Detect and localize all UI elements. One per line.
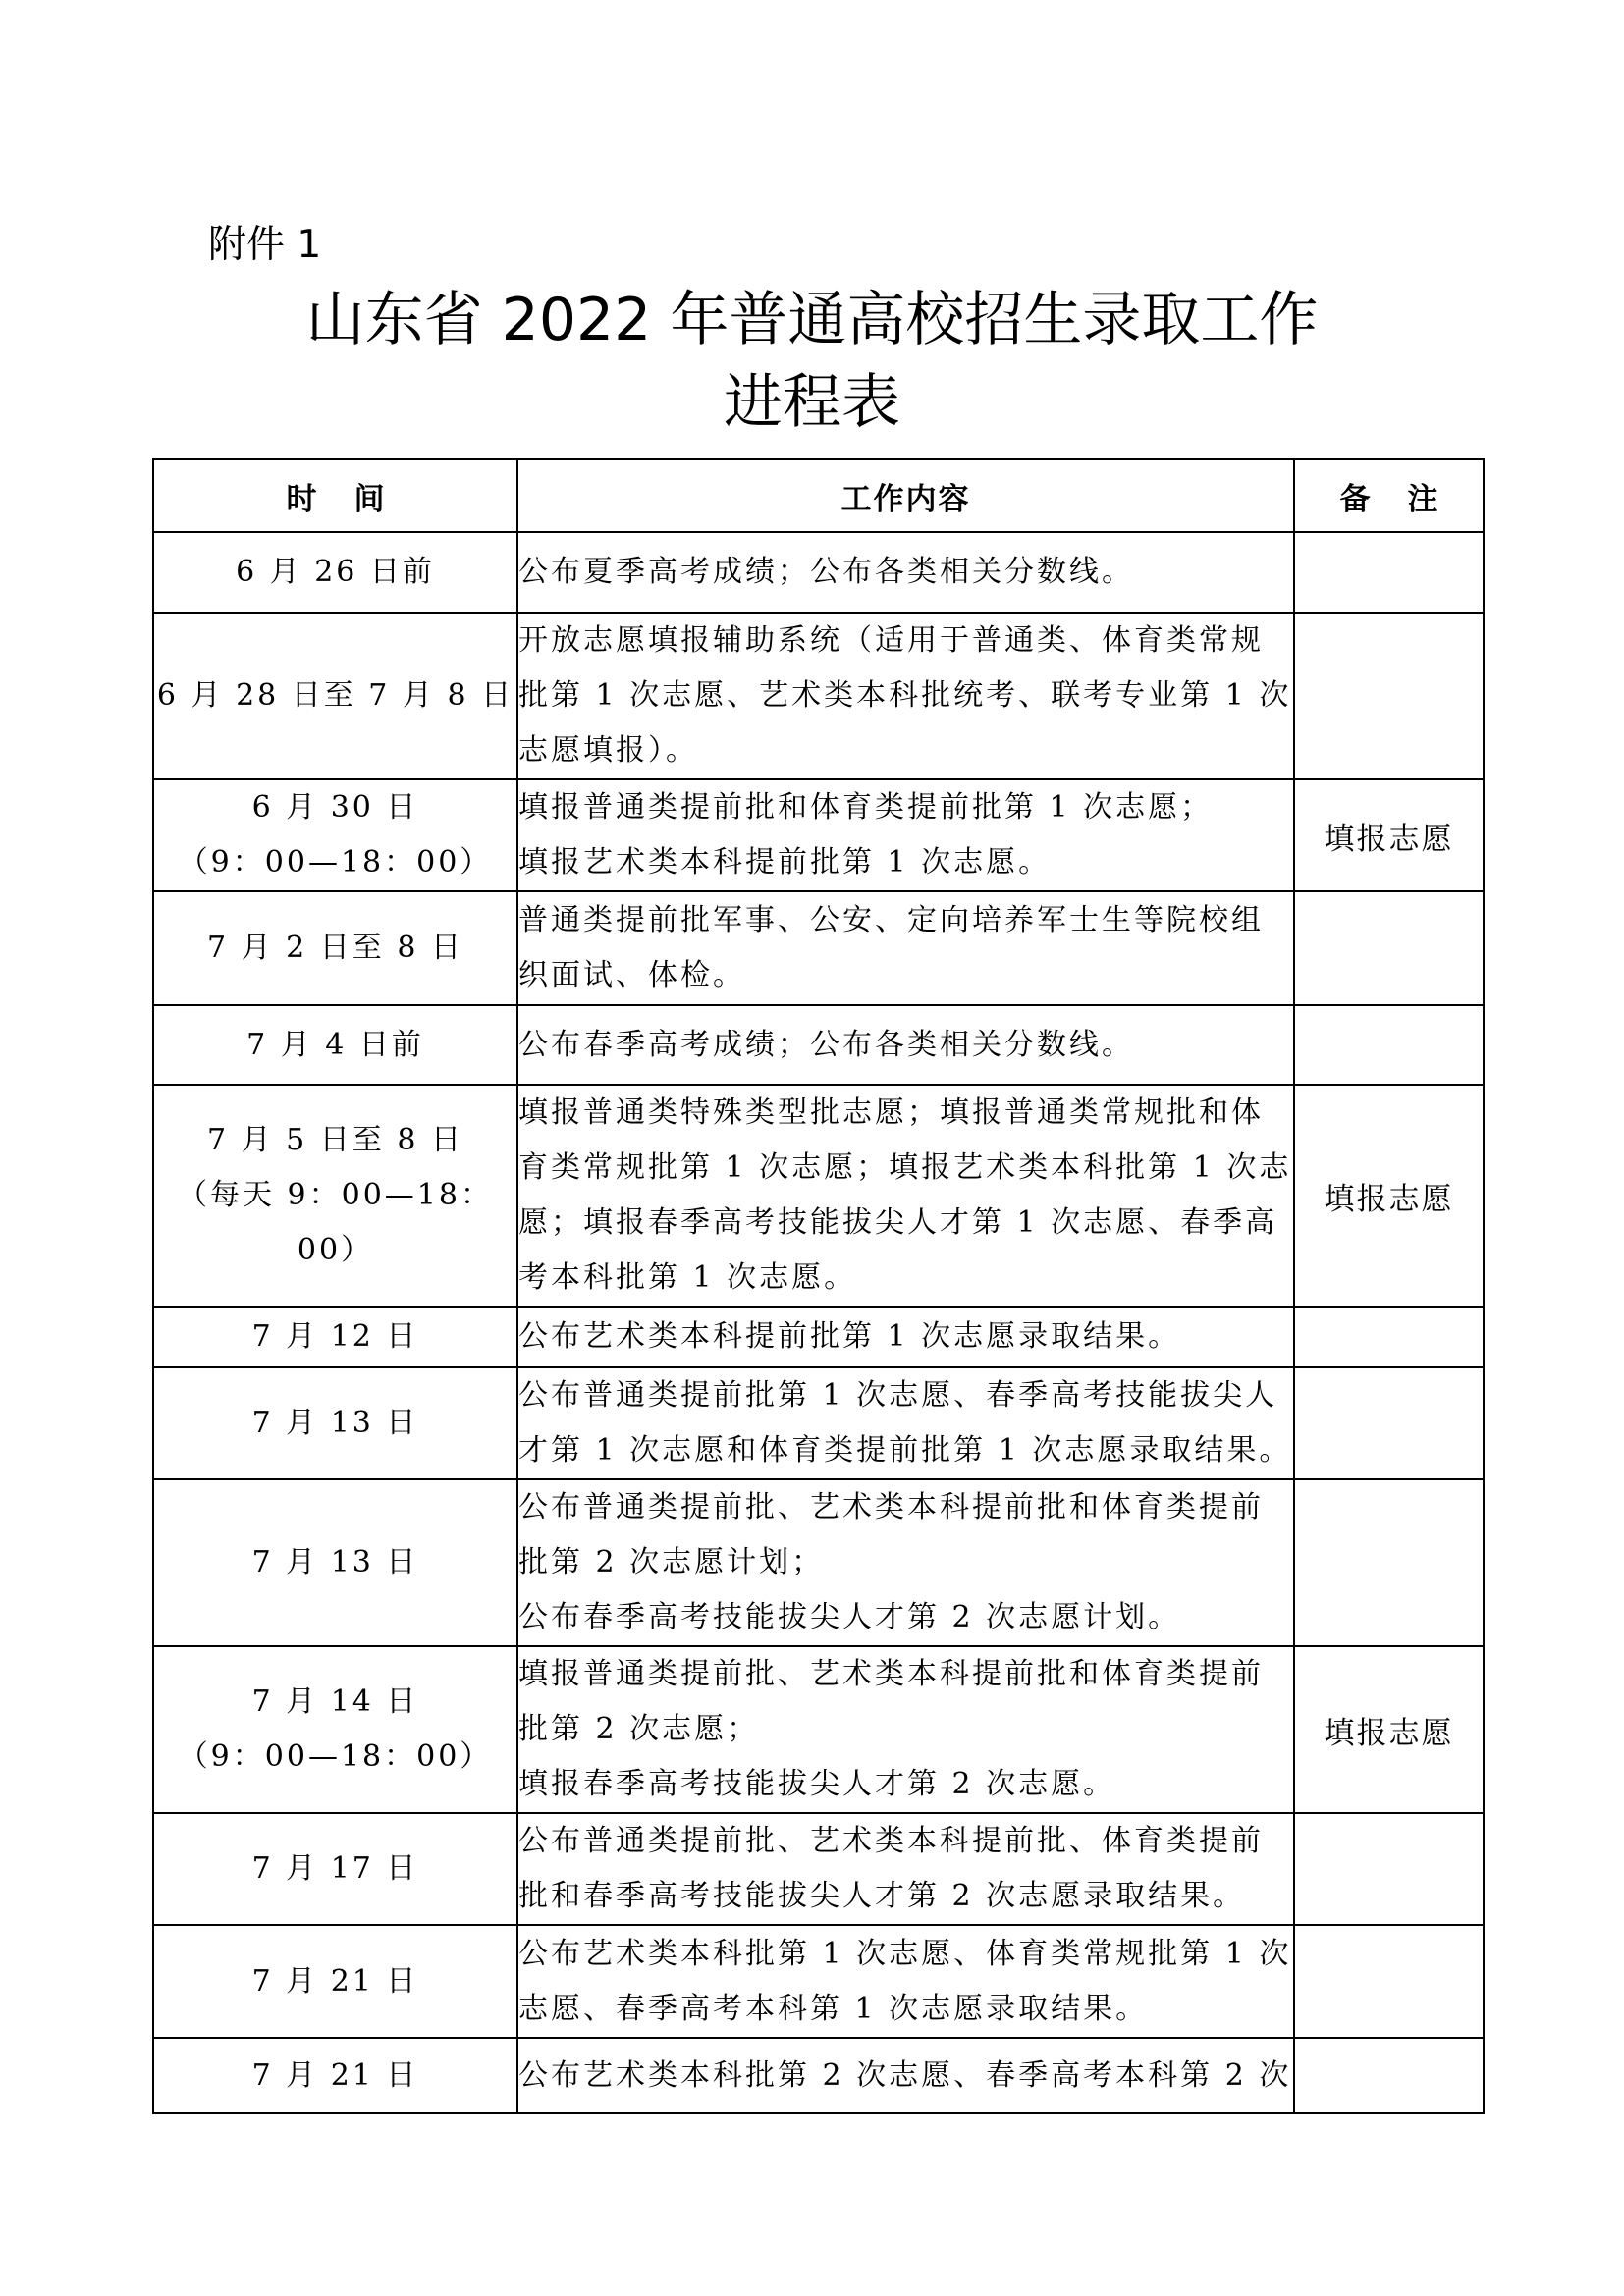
row-time xyxy=(153,1925,517,2038)
row-content xyxy=(517,1479,1294,1646)
row-content-line: 开放志愿填报辅助系统（适用于普通类、体育类常规 xyxy=(518,623,1264,658)
table-header-row xyxy=(153,459,1484,532)
table-row xyxy=(153,613,1484,779)
row-content-line: 批第 2 次志愿计划； xyxy=(518,1545,825,1579)
row-time-line: 6 月 30 日 xyxy=(251,790,419,825)
row-note xyxy=(1294,1367,1484,1479)
schedule-table xyxy=(152,458,1485,2114)
row-content-line: 填报春季高考技能拔尖人才第 2 次志愿。 xyxy=(518,1767,1116,1801)
table-row xyxy=(153,1367,1484,1479)
table-row xyxy=(153,2038,1484,2113)
schedule-body xyxy=(153,532,1484,2113)
row-content-line: 批和春季高考技能拔尖人才第 2 次志愿录取结果。 xyxy=(518,1879,1246,1913)
row-note xyxy=(1294,2038,1484,2113)
row-content xyxy=(517,1367,1294,1479)
document-title-line-1: 山东省 2022 年普通高校招生录取工作 xyxy=(305,286,1319,354)
row-time xyxy=(153,1005,517,1085)
row-content xyxy=(517,1307,1294,1367)
row-content xyxy=(517,779,1294,891)
row-content-line: 公布春季高考成绩；公布各类相关分数线。 xyxy=(518,1027,1134,1062)
row-time-line: （9：00—18：00） xyxy=(178,845,493,880)
row-note xyxy=(1294,532,1484,613)
row-note xyxy=(1294,1925,1484,2038)
table-row xyxy=(153,779,1484,891)
table-row xyxy=(153,1646,1484,1813)
table-row xyxy=(153,532,1484,613)
row-time xyxy=(153,891,517,1005)
row-content-line: 批第 2 次志愿； xyxy=(518,1712,760,1746)
row-content xyxy=(517,1005,1294,1085)
row-content xyxy=(517,1085,1294,1307)
table-row xyxy=(153,1005,1484,1085)
row-time xyxy=(153,613,517,779)
row-content-line: 填报普通类提前批、艺术类本科提前批和体育类提前 xyxy=(518,1657,1264,1691)
row-content-line: 公布艺术类本科批第 1 次志愿、体育类常规批第 1 次 xyxy=(518,1936,1292,1971)
table-row xyxy=(153,891,1484,1005)
row-time xyxy=(153,1479,517,1646)
row-time-line: （9：00—18：00） xyxy=(178,1739,493,1774)
row-content-line: 填报艺术类本科提前批第 1 次志愿。 xyxy=(518,845,1052,880)
row-content-line: 普通类提前批军事、公安、定向培养军士生等院校组 xyxy=(518,903,1264,937)
header-time: 时间 xyxy=(153,459,517,532)
row-note xyxy=(1294,1307,1484,1367)
row-content-line: 织面试、体检。 xyxy=(518,958,745,992)
row-content-line: 公布普通类提前批第 1 次志愿、春季高考技能拔尖人 xyxy=(518,1378,1278,1413)
row-time-line: 7 月 13 日 xyxy=(251,1545,419,1579)
row-content xyxy=(517,891,1294,1005)
row-time xyxy=(153,1646,517,1813)
attachment-label: 附件 1 xyxy=(208,223,322,267)
row-content-line: 才第 1 次志愿和体育类提前批第 1 次志愿录取结果。 xyxy=(518,1433,1292,1468)
row-time-line: 7 月 13 日 xyxy=(251,1406,419,1440)
table-row xyxy=(153,1925,1484,2038)
row-time-line: 7 月 2 日至 8 日 xyxy=(207,931,463,965)
row-note xyxy=(1294,613,1484,779)
header-content: 工作内容 xyxy=(517,459,1294,532)
row-content xyxy=(517,532,1294,613)
row-content-line: 公布普通类提前批、艺术类本科提前批、体育类提前 xyxy=(518,1824,1264,1858)
row-content-line: 育类常规批第 1 次志愿；填报艺术类本科批第 1 次志 xyxy=(518,1150,1292,1185)
row-content-line: 考本科批第 1 次志愿。 xyxy=(518,1260,857,1295)
row-content xyxy=(517,1813,1294,1925)
row-time-line: 6 月 28 日至 7 月 8 日 xyxy=(156,678,514,713)
row-time-line: 7 月 14 日 xyxy=(251,1684,419,1719)
row-content xyxy=(517,2038,1294,2113)
row-time-line: 7 月 21 日 xyxy=(251,2057,419,2093)
row-time-line: 7 月 5 日至 8 日 xyxy=(207,1123,463,1157)
row-note xyxy=(1294,1479,1484,1646)
row-content-line: 填报普通类提前批和体育类提前批第 1 次志愿； xyxy=(518,790,1214,825)
row-content-line: 愿；填报春季高考技能拔尖人才第 1 次志愿、春季高 xyxy=(518,1205,1278,1240)
row-time xyxy=(153,1307,517,1367)
row-content xyxy=(517,613,1294,779)
row-content-line: 填报普通类特殊类型批志愿；填报普通类常规批和体 xyxy=(518,1095,1264,1130)
row-time-line: 7 月 17 日 xyxy=(251,1851,419,1886)
table-row xyxy=(153,1085,1484,1307)
row-note xyxy=(1294,891,1484,1005)
row-content-line: 公布艺术类本科批第 2 次志愿、春季高考本科第 2 次 xyxy=(518,2057,1292,2093)
row-content-line: 志愿填报）。 xyxy=(518,733,698,768)
row-time xyxy=(153,532,517,613)
header-note: 备注 xyxy=(1294,459,1484,532)
document-title-line-2: 进程表 xyxy=(724,368,900,437)
row-content xyxy=(517,1925,1294,2038)
row-time-line: 7 月 12 日 xyxy=(251,1319,419,1354)
table-row xyxy=(153,1307,1484,1367)
row-time xyxy=(153,1367,517,1479)
row-content-line: 公布艺术类本科提前批第 1 次志愿录取结果。 xyxy=(518,1319,1181,1354)
row-note: 填报志愿 xyxy=(1294,1085,1484,1307)
row-content-line: 公布普通类提前批、艺术类本科提前批和体育类提前 xyxy=(518,1490,1264,1524)
row-note xyxy=(1294,1005,1484,1085)
row-content xyxy=(517,1646,1294,1813)
row-time-line: 6 月 26 日前 xyxy=(236,555,435,589)
row-time xyxy=(153,1085,517,1307)
row-content-line: 公布春季高考技能拔尖人才第 2 次志愿计划。 xyxy=(518,1600,1181,1634)
row-time xyxy=(153,2038,517,2113)
row-content-line: 公布夏季高考成绩；公布各类相关分数线。 xyxy=(518,555,1134,589)
row-content-line: 志愿、春季高考本科第 1 次志愿录取结果。 xyxy=(518,1991,1149,2026)
table-row xyxy=(153,1479,1484,1646)
row-time-line: 7 月 21 日 xyxy=(251,1963,419,1999)
row-note xyxy=(1294,1813,1484,1925)
row-note: 填报志愿 xyxy=(1294,779,1484,891)
row-time xyxy=(153,1813,517,1925)
row-note: 填报志愿 xyxy=(1294,1646,1484,1813)
table-row xyxy=(153,1813,1484,1925)
row-time xyxy=(153,779,517,891)
row-time-line: 7 月 4 日前 xyxy=(246,1027,424,1062)
row-time-line: （每天 9：00—18：00） xyxy=(178,1178,493,1267)
row-content-line: 批第 1 次志愿、艺术类本科批统考、联考专业第 1 次 xyxy=(518,678,1292,713)
